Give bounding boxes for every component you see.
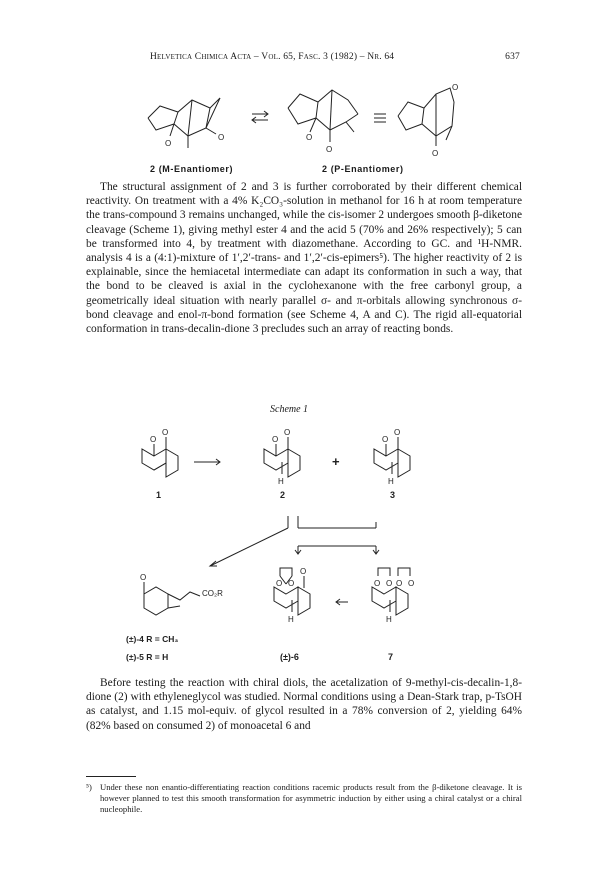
atom-o: O <box>276 579 283 588</box>
atom-o: O <box>162 428 169 437</box>
compound-3-label: 3 <box>390 490 396 500</box>
atom-h: H <box>388 477 394 486</box>
compound-7-structure <box>372 568 410 615</box>
compound-4-label: (±)-4 R = CH₃ <box>126 634 179 644</box>
atom-o: O <box>382 435 389 444</box>
atom-h: H <box>278 477 284 486</box>
paragraph-1 <box>86 180 522 336</box>
paragraph-1-text: The structural assignment of 2 and 3 is further corroborated by their different chemical reactivity. On treatment with a 4% K₂CO₃-solution in methanol for 16 h at room temperature the trans-compound 3 remains unchanged, while the cis-isomer 2 undergoes smooth β-diketone cleavage (Scheme 1), giving methyl ester 4 and the acid 5 (70% and 26% respectively); 5 can be transformed into 4, by treatment with diazomethane. According to GC. and ¹H-NMR. analysis 4 is a (4:1)-mixture of 1′,2′-trans- and 1′,2′-cis-epimers⁵). The higher reactivity of 2 is explainable, since the hemiacetal intermediate can adapt its conformation in such a way, that the bond to be cleaved is axial in the cyclohexanone with the free carbonyl group, a geometrically ideal situation with nearly parallel σ- and π-orbitals allowing synchronous σ-bond cleavage and enol-π-bond formation (see Scheme 4, A and C). The rigid all-equatorial conformation in trans-decalin-dione 3 precludes such an array of reacting bonds. <box>86 181 522 336</box>
m-enantiomer-label: 2 (M-Enantiomer) <box>150 164 234 174</box>
plus-sign: + <box>332 454 340 469</box>
atom-h: H <box>288 615 294 624</box>
atom-o: O <box>272 435 279 444</box>
footnote-rule <box>86 776 136 777</box>
footnote-mark: ⁵) <box>86 782 92 792</box>
scheme-1-figure <box>100 416 500 666</box>
atom-o: O <box>288 579 295 588</box>
paragraph-2-text: Before testing the reaction with chiral diols, the acetalization of 9-methyl-cis-decalin-1,8-dione (2) with ethyleneglycol was studied. Normal conditions using a Dean-Stark trap, p-TsOH as catalyst, and 1.15 mol-equiv. of glycol resulted in a 78% conversion of 2, yielding 64% (82% based on consumed 2) of monoacetal 6 and <box>86 677 522 732</box>
scheme-title: Scheme 1 <box>270 404 309 415</box>
atom-o: O <box>140 573 147 582</box>
conformation-figure <box>140 78 460 160</box>
atom-o: O <box>394 428 401 437</box>
atom-o: O <box>326 145 333 154</box>
atom-o: O <box>165 139 172 148</box>
atom-o: O <box>150 435 157 444</box>
paragraph-2 <box>86 676 522 733</box>
atom-o: O <box>408 579 415 588</box>
footnote-text: Under these non enantio-differentiating reaction conditions racemic products result from the β-diketone cleavage. It is however planned to test this smooth transformation for asymmetric induction by either using a chiral catalyst or a chiral nucleophile. <box>100 782 522 814</box>
atom-o: O <box>306 133 313 142</box>
journal-title: Helvetica Chimica Acta – Vol. 65, Fasc. 3 (1982) – Nr. 64 <box>150 52 395 62</box>
atom-o: O <box>452 83 459 92</box>
compound-2-structure <box>264 437 300 477</box>
atom-o: O <box>374 579 381 588</box>
compound-2-label: 2 <box>280 490 286 500</box>
compound-5-label: (±)-5 R = H <box>126 652 169 662</box>
atom-o: O <box>396 579 403 588</box>
page-number: 637 <box>505 52 520 62</box>
atom-o: O <box>300 567 307 576</box>
compound-1-structure <box>142 437 178 477</box>
compound-4-5-structure <box>144 582 200 615</box>
compound-1-label: 1 <box>156 490 162 500</box>
footnote <box>86 782 522 815</box>
atom-o: O <box>218 133 225 142</box>
co2r-group: CO₂R <box>202 589 223 598</box>
p-enantiomer-label: 2 (P-Enantiomer) <box>322 164 404 174</box>
p-enantiomer-structure <box>398 88 454 146</box>
m-enantiomer-structure <box>148 98 220 148</box>
chair-structure-middle <box>288 90 358 142</box>
atom-o: O <box>432 149 439 158</box>
compound-7-label: 7 <box>388 652 394 662</box>
compound-3-structure <box>374 437 410 477</box>
atom-o: O <box>284 428 291 437</box>
compound-6-label: (±)-6 <box>280 652 299 662</box>
atom-h: H <box>386 615 392 624</box>
atom-o: O <box>386 579 393 588</box>
